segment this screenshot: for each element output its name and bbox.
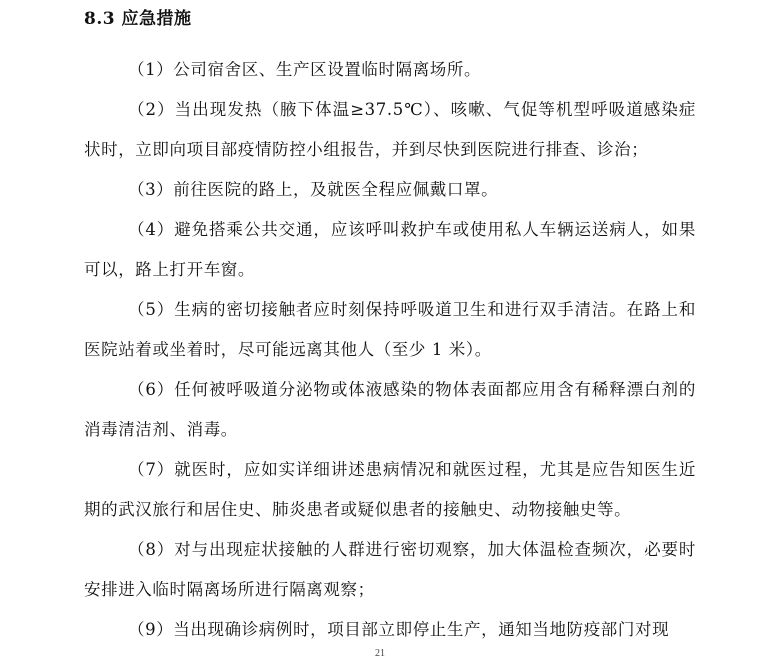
paragraph-7: （7）就医时，应如实详细讲述患病情况和就医过程，尤其是应告知医生近期的武汉旅行和居住史、肺炎患者或疑似患者的接触史、动物接触史等。 [84,460,696,519]
page-number: 21 [375,648,385,659]
paragraph-9: （9）当出现确诊病例时，项目部立即停止生产，通知当地防疫部门对现 [128,620,670,639]
paragraph-6: （6）任何被呼吸道分泌物或体液感染的物体表面都应用含有稀释漂白剂的消毒清洁剂、消毒。 [84,380,696,439]
paragraph-5: （5）生病的密切接触者应时刻保持呼吸道卫生和进行双手清洁。在路上和医院站着或坐着时，尽可能远离其他人（至少 1 米）。 [84,300,696,359]
paragraph-1: （1）公司宿舍区、生产区设置临时隔离场所。 [128,60,482,79]
paragraph-2: （2）当出现发热（腋下体温≥37.5℃）、咳嗽、气促等机型呼吸道感染症状时，立即向项目部疫情防控小组报告，并到尽快到医院进行排查、诊治； [84,100,696,159]
section-heading: 8.3 应急措施 [84,9,192,29]
paragraph-4: （4）避免搭乘公共交通，应该呼叫救护车或使用私人车辆运送病人，如果可以，路上打开车窗。 [84,220,696,279]
paragraph-8: （8）对与出现症状接触的人群进行密切观察，加大体温检查频次，必要时安排进入临时隔离场所进行隔离观察； [84,540,696,599]
paragraph-3: （3）前往医院的路上，及就医全程应佩戴口罩。 [128,180,499,199]
